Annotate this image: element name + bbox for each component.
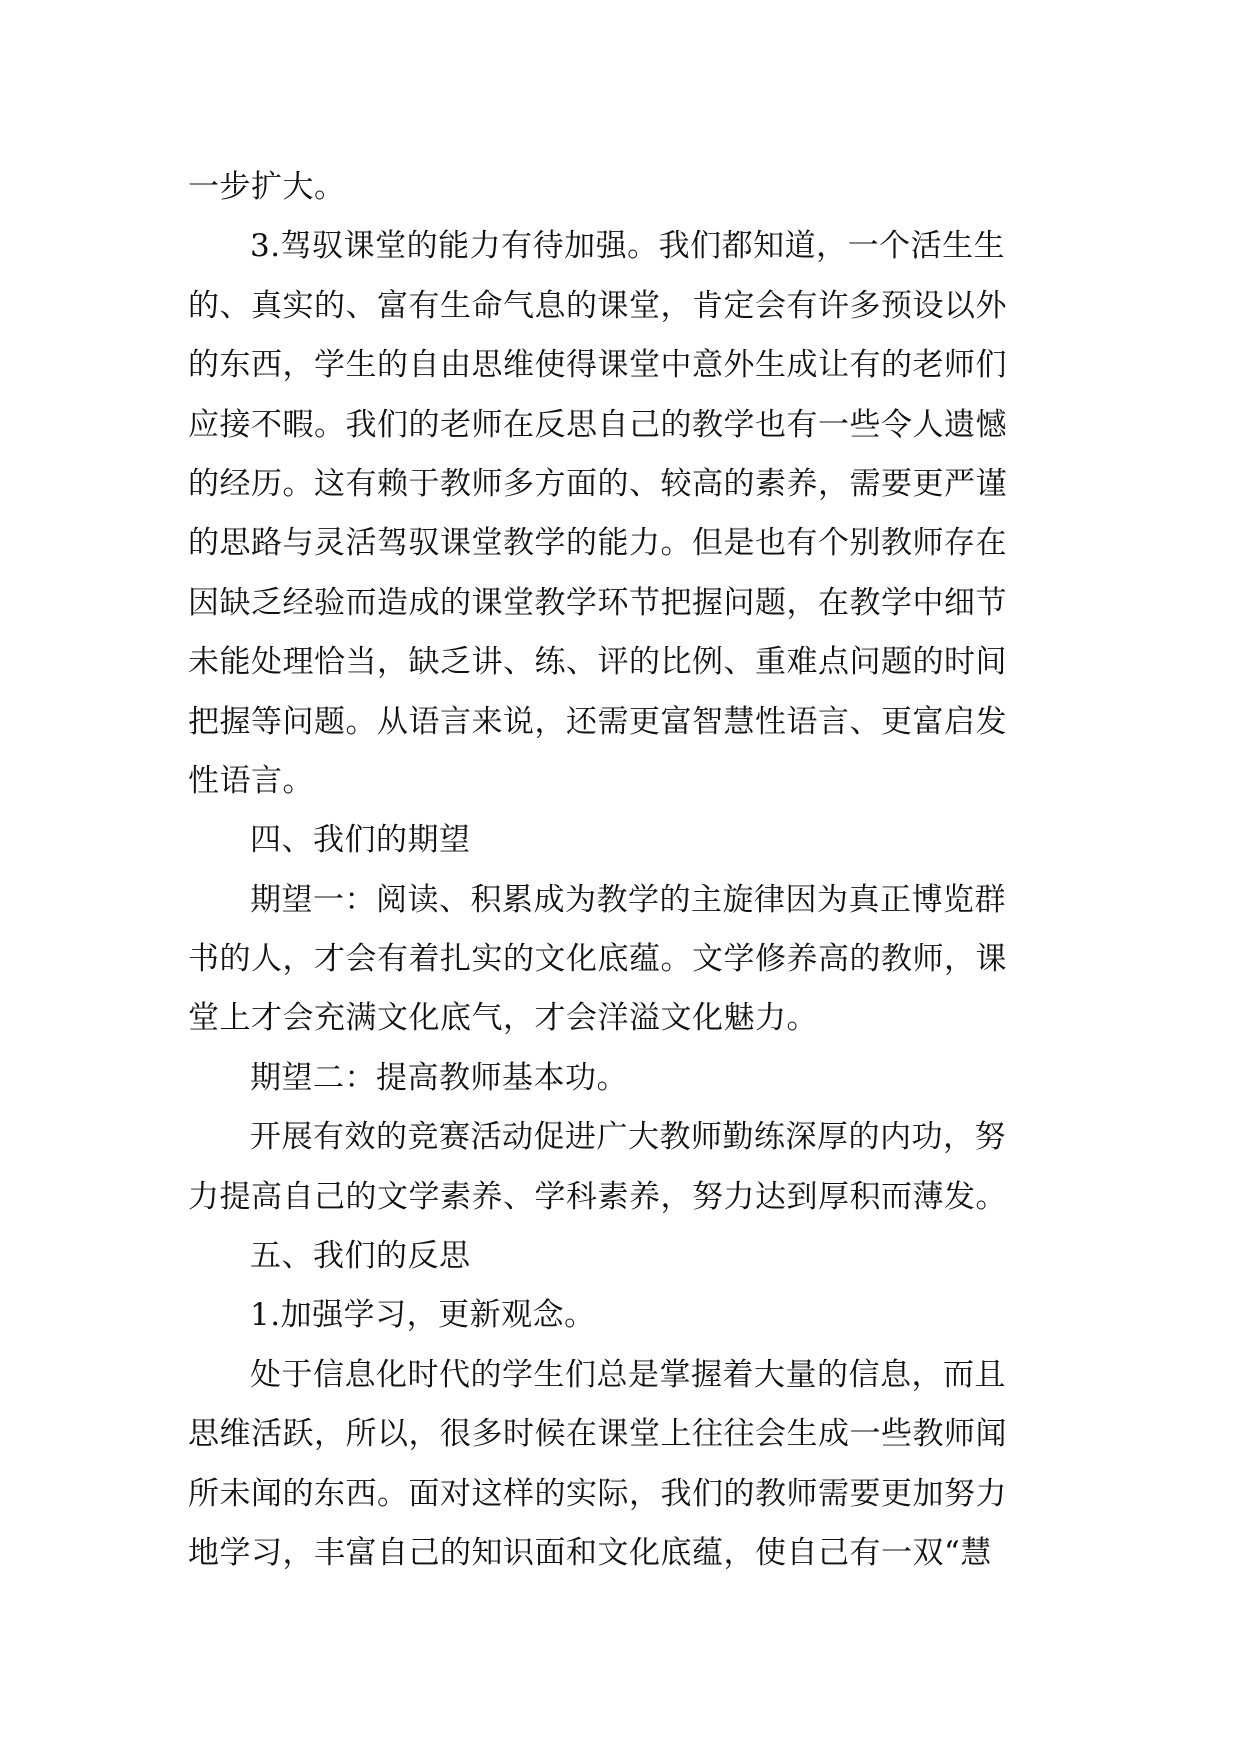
- text-line: 力提高自己的文学素养、学科素养，努力达到厚积而薄发。: [188, 1178, 1007, 1215]
- text-line: 期望一：阅读、积累成为教学的主旋律因为真正博览群: [250, 881, 1006, 918]
- text-line: 应接不暇。我们的老师在反思自己的教学也有一些令人遗憾: [188, 406, 1007, 443]
- text-line: 堂上才会充满文化底气，才会洋溢文化魅力。: [188, 1000, 818, 1037]
- section-heading: 四、我们的期望: [250, 822, 471, 859]
- text-line: 开展有效的竞赛活动促进广大教师勤练深厚的内功，努: [250, 1119, 1006, 1156]
- text-line: 的东西，学生的自由思维使得课堂中意外生成让有的老师们: [188, 347, 1007, 384]
- text-line: 的思路与灵活驾驭课堂教学的能力。但是也有个别教师存在: [188, 525, 1007, 562]
- text-line: 的经历。这有赖于教师多方面的、较高的素养，需要更严谨: [188, 465, 1007, 502]
- text-line: 思维活跃，所以，很多时候在课堂上往往会生成一些教师闻: [188, 1416, 1007, 1453]
- text-line: 一步扩大。: [188, 169, 346, 205]
- subsection-heading: 1.加强学习，更新观念。: [250, 1297, 596, 1334]
- text-line: 地学习，丰富自己的知识面和文化底蕴，使自己有一双“慧: [188, 1534, 992, 1571]
- text-line: 书的人，才会有着扎实的文化底蕴。文学修养高的教师，课: [188, 941, 1007, 978]
- text-line: 处于信息化时代的学生们总是掌握着大量的信息，而且: [250, 1356, 1006, 1393]
- text-line: 未能处理恰当，缺乏讲、练、评的比例、重难点问题的时间: [188, 644, 1007, 681]
- text-line: 的、真实的、富有生命气息的课堂，肯定会有许多预设以外: [188, 287, 1007, 324]
- text-line: 把握等问题。从语言来说，还需更富智慧性语言、更富启发: [188, 703, 1007, 740]
- text-line: 因缺乏经验而造成的课堂教学环节把握问题，在教学中细节: [188, 584, 1007, 621]
- text-line: 所未闻的东西。面对这样的实际，我们的教师需要更加努力: [188, 1475, 1007, 1512]
- text-line: 3.驾驭课堂的能力有待加强。我们都知道，一个活生生: [250, 228, 1006, 265]
- section-heading: 五、我们的反思: [250, 1238, 471, 1275]
- document-page: [188, 158, 1058, 1583]
- text-line: 期望二：提高教师基本功。: [250, 1059, 628, 1096]
- text-line: 性语言。: [188, 762, 314, 799]
